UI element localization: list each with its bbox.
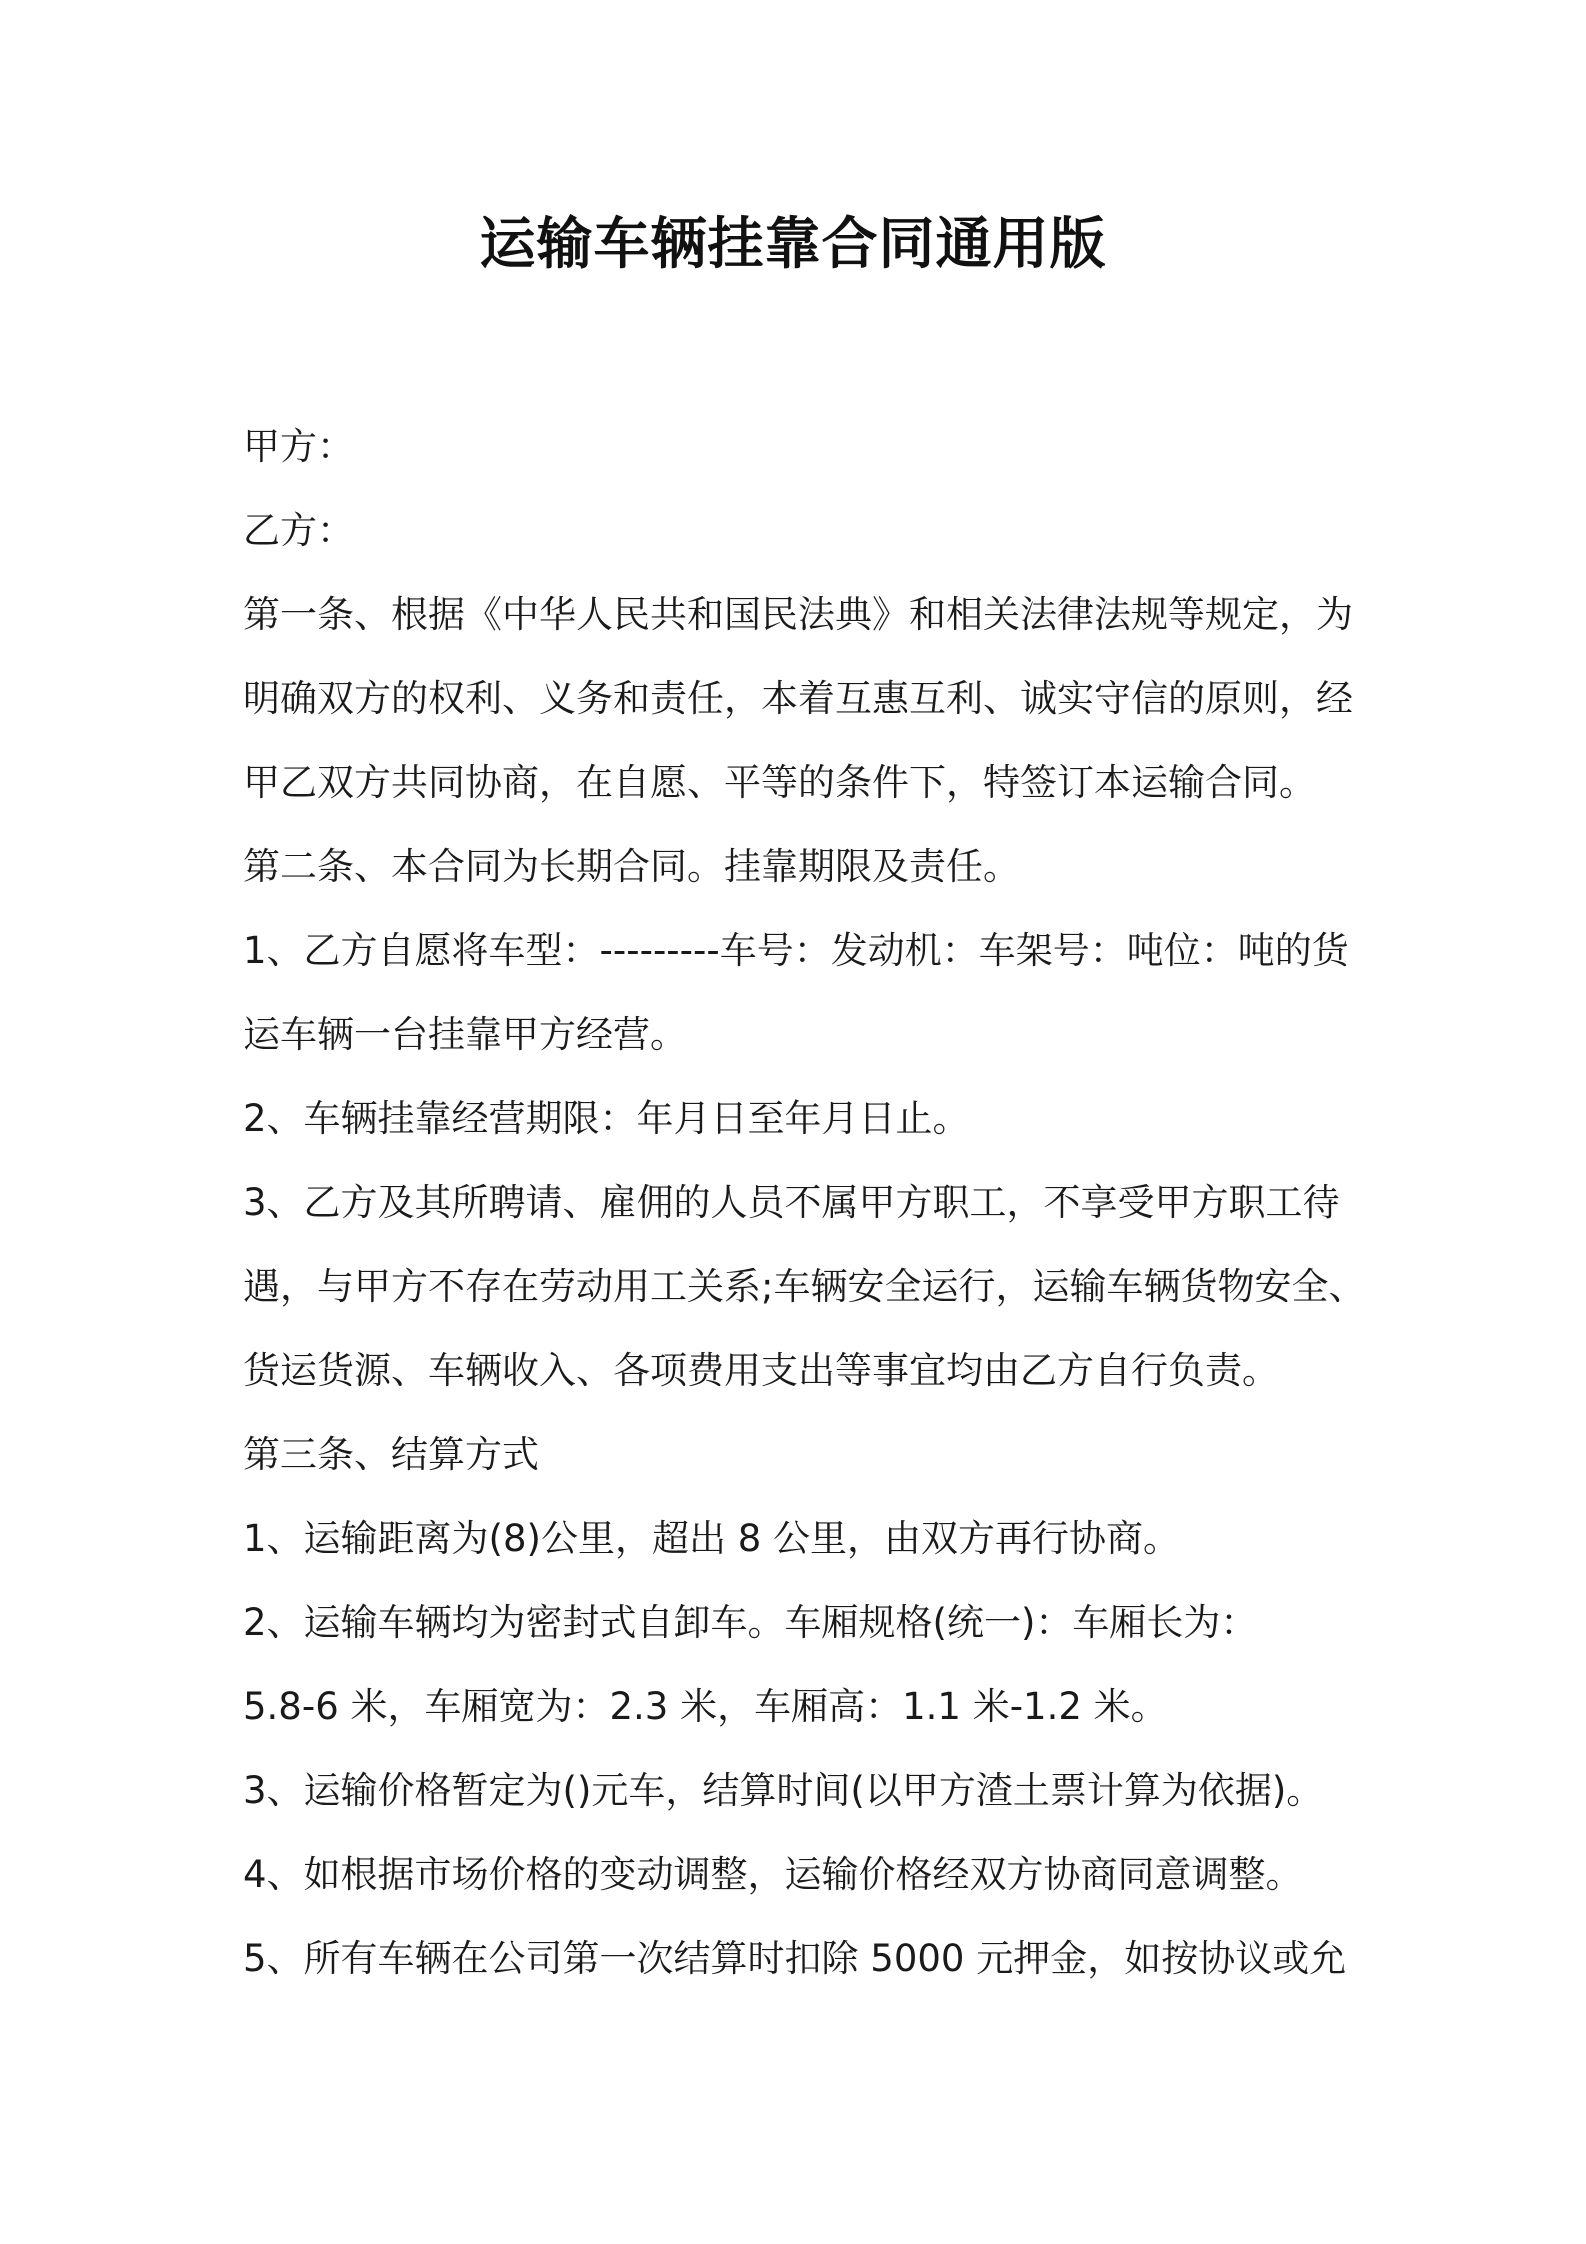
article-3-item-1: 1、运输距离为(8)公里，超出 8 公里，由双方再行协商。: [243, 1517, 1181, 1560]
article-1-line-1: 第一条、根据《中华人民共和国民法典》和相关法律法规等规定，为: [243, 593, 1353, 636]
document-title: 运输车辆挂靠合同通用版: [479, 212, 1107, 277]
party-a-line: 甲方：: [243, 425, 354, 468]
article-3-item-3: 3、运输价格暂定为()元车，结算时间(以甲方渣土票计算为依据)。: [243, 1769, 1324, 1812]
article-2-item-1-line-1: 1、乙方自愿将车型：---------车号：发动机：车架号：吨位：吨的货: [243, 929, 1349, 972]
article-3-item-2-line-1: 2、运输车辆均为密封式自卸车。车厢规格(统一)：车厢长为：: [243, 1601, 1258, 1644]
article-1-line-2: 明确双方的权利、义务和责任，本着互惠互利、诚实守信的原则，经: [243, 677, 1353, 720]
article-2-item-3-line-1: 3、乙方及其所聘请、雇佣的人员不属甲方职工，不享受甲方职工待: [243, 1181, 1340, 1224]
article-2-item-3-line-2: 遇，与甲方不存在劳动用工关系;车辆安全运行，运输车辆货物安全、: [243, 1265, 1366, 1308]
contract-body: [243, 405, 1366, 2001]
article-3-heading: 第三条、结算方式: [243, 1433, 539, 1476]
party-b-line: 乙方：: [243, 509, 354, 552]
article-2-item-2: 2、车辆挂靠经营期限：年月日至年月日止。: [243, 1097, 970, 1140]
article-2-item-3-line-3: 货运货源、车辆收入、各项费用支出等事宜均由乙方自行负责。: [243, 1349, 1279, 1392]
article-3-item-2-line-2: 5.8-6 米，车厢宽为：2.3 米，车厢高：1.1 米-1.2 米。: [243, 1685, 1168, 1728]
article-1-line-3: 甲乙双方共同协商，在自愿、平等的条件下，特签订本运输合同。: [243, 761, 1316, 804]
article-3-item-5-line-1: 5、所有车辆在公司第一次结算时扣除 5000 元押金，如按协议或允: [243, 1937, 1347, 1980]
article-3-item-4: 4、如根据市场价格的变动调整，运输价格经双方协商同意调整。: [243, 1853, 1303, 1896]
article-2-item-1-line-2: 运车辆一台挂靠甲方经营。: [243, 1013, 687, 1056]
article-2-heading: 第二条、本合同为长期合同。挂靠期限及责任。: [243, 845, 1020, 888]
